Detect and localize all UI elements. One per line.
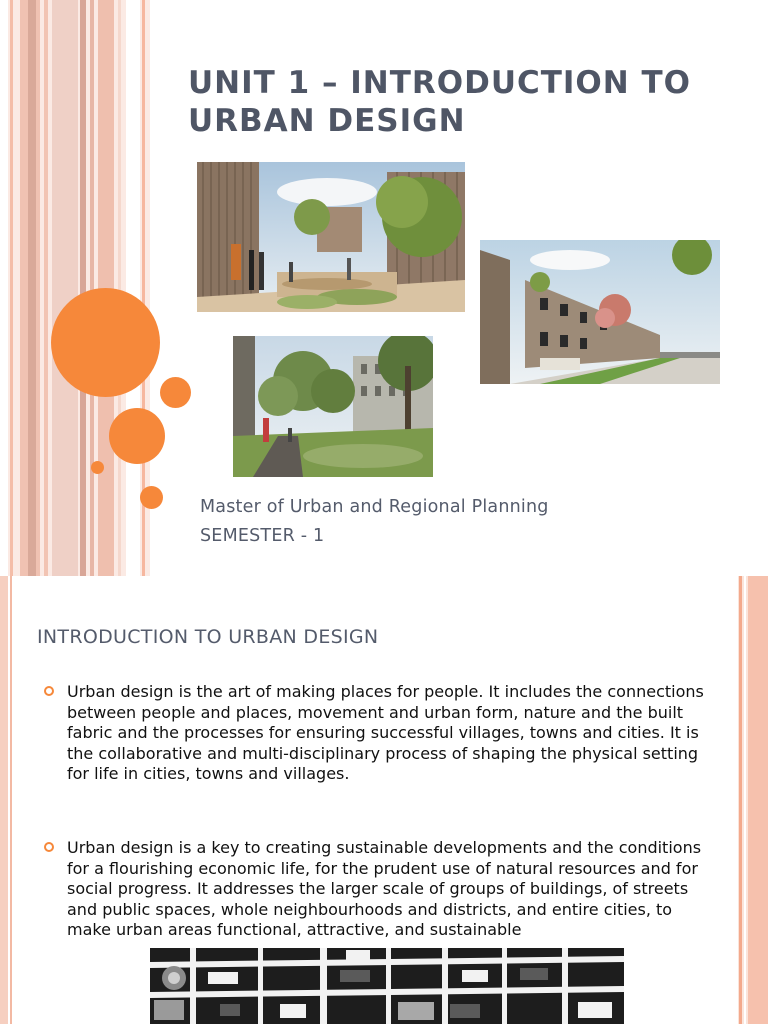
garden-render-image (233, 336, 433, 477)
bullet-paragraph-1: Urban design is the art of making places for people. It includes the connections between people and places, movement and urban form, nature and the built fabric and the processes for ensuring successful villages, towns and cities. It is the collaborative and multi-disciplinary process of shaping the physical setting for life in cities, towns and villages. (67, 682, 704, 784)
street-render-image (480, 240, 720, 384)
decorative-circle-small-2 (140, 486, 163, 509)
content-slide (0, 576, 768, 1024)
decorative-circle-large (51, 288, 160, 397)
decorative-stripes-right (734, 576, 768, 1024)
decorative-circle-medium (109, 408, 165, 464)
decorative-circle-small (160, 377, 191, 408)
bullet-icon (44, 842, 54, 852)
semester-subtitle: SEMESTER - 1 (200, 526, 325, 546)
slide-title-line-1: UNIT 1 – INTRODUCTION TO (188, 65, 692, 101)
left-edge-stripe-thin (10, 576, 12, 1024)
program-subtitle: Master of Urban and Regional Planning (200, 497, 549, 517)
slide-heading: INTRODUCTION TO URBAN DESIGN (37, 626, 379, 648)
figure-ground-map-image (150, 948, 624, 1024)
courtyard-render-image (197, 162, 465, 312)
slide-title-line-2: URBAN DESIGN (188, 103, 466, 139)
decorative-circle-tiny (91, 461, 104, 474)
left-edge-stripe (0, 576, 8, 1024)
decorative-stripes (0, 0, 150, 576)
slide-title (188, 64, 748, 140)
bullet-paragraph-2: Urban design is a key to creating sustainable developments and the conditions for a flourishing economic life, for the prudent use of natural resources and for social progress. It addresses the larger scale of groups of buildings, of streets and public spaces, whole neighbourhoods and districts, and entire cities, to make urban areas functional, attractive, and sustainable (67, 838, 702, 940)
bullet-icon (44, 686, 54, 696)
